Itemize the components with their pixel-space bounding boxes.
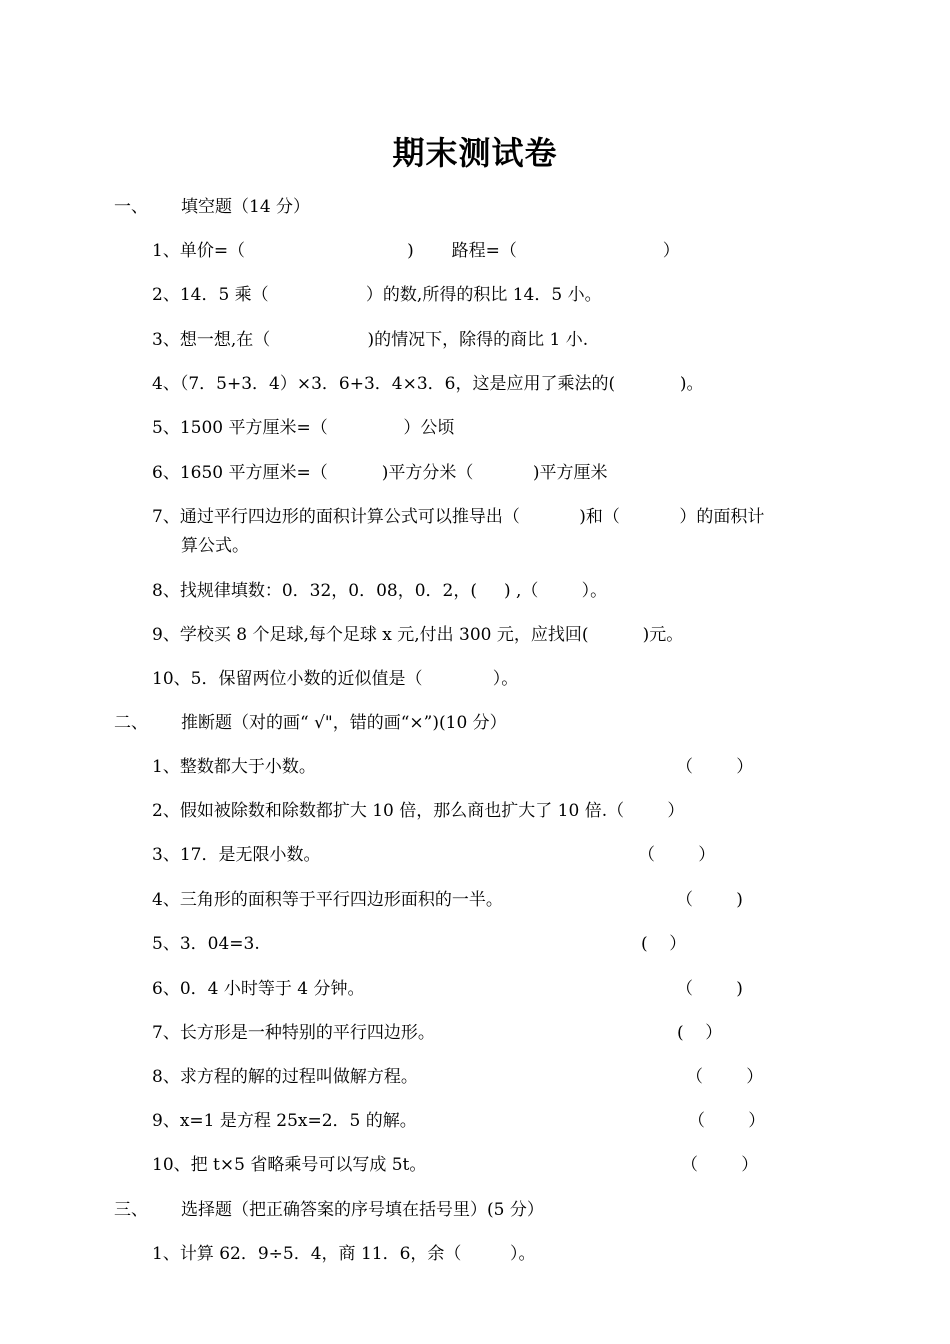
section-3-number: 三、 bbox=[114, 1200, 148, 1220]
fill-item-7-continuation: 算公式。 bbox=[181, 536, 249, 556]
judge-item-6: 6、0．4 小时等于 4 分钟。 bbox=[152, 979, 365, 999]
judge-answer-bracket-10: （ ） bbox=[681, 1155, 759, 1175]
judge-answer-bracket-4: （ ) bbox=[676, 890, 743, 910]
fill-item-3: 3、想一想,在（ )的情况下，除得的商比 1 小. bbox=[152, 330, 589, 350]
judge-answer-bracket-7: ( ） bbox=[677, 1023, 723, 1043]
judge-answer-bracket-9: （ ） bbox=[688, 1111, 766, 1131]
judge-answer-bracket-3: （ ） bbox=[638, 845, 716, 865]
fill-item-7: 7、通过平行四边形的面积计算公式可以推导出（ )和（ ）的面积计 bbox=[152, 507, 765, 527]
judge-item-4: 4、三角形的面积等于平行四边形面积的一半。 bbox=[152, 890, 503, 910]
judge-item-5: 5、3．04=3. bbox=[152, 934, 260, 954]
judge-answer-bracket-6: （ ) bbox=[676, 979, 743, 999]
judge-item-2: 2、假如被除数和除数都扩大 10 倍，那么商也扩大了 10 倍.（ ） bbox=[152, 801, 685, 821]
fill-item-8: 8、找规律填数：0．32，0．08，0．2，( ) ,（ ）。 bbox=[152, 581, 608, 601]
fill-item-4: 4、（7．5+3．4）×3．6+3．4×3．6，这是应用了乘法的( )。 bbox=[152, 374, 704, 394]
section-2-heading: 推断题（对的画“ √"，错的画“×”)(10 分） bbox=[181, 713, 507, 733]
fill-item-6: 6、1650 平方厘米=（ )平方分米（ )平方厘米 bbox=[152, 463, 608, 483]
judge-item-7: 7、长方形是一种特别的平行四边形。 bbox=[152, 1023, 435, 1043]
choice-item-1: 1、计算 62．9÷5．4，商 11．6，余（ ）。 bbox=[152, 1244, 536, 1264]
judge-item-1: 1、整数都大于小数。 bbox=[152, 757, 316, 777]
page-title: 期末测试卷 bbox=[392, 134, 558, 172]
section-3-heading: 选择题（把正确答案的序号填在括号里）(5 分） bbox=[181, 1200, 544, 1220]
section-1-number: 一、 bbox=[114, 197, 148, 217]
fill-item-1: 1、单价=（ ) 路程=（ ） bbox=[152, 241, 680, 261]
fill-item-10: 10、5．保留两位小数的近似值是（ ）。 bbox=[152, 669, 519, 689]
judge-answer-bracket-5: ( ） bbox=[641, 934, 687, 954]
section-2-number: 二、 bbox=[114, 713, 148, 733]
judge-item-9: 9、x=1 是方程 25x=2．5 的解。 bbox=[152, 1111, 417, 1131]
fill-item-5: 5、1500 平方厘米=（ ）公顷 bbox=[152, 418, 455, 438]
fill-item-9: 9、学校买 8 个足球,每个足球 x 元,付出 300 元，应找回( )元。 bbox=[152, 625, 684, 645]
section-1-heading: 填空题（14 分） bbox=[181, 197, 311, 217]
judge-answer-bracket-8: （ ） bbox=[686, 1067, 764, 1087]
judge-item-3: 3、17．是无限小数。 bbox=[152, 845, 321, 865]
judge-item-10: 10、把 t×5 省略乘号可以写成 5t。 bbox=[152, 1155, 427, 1175]
judge-item-8: 8、求方程的解的过程叫做解方程。 bbox=[152, 1067, 418, 1087]
judge-answer-bracket-1: （ ） bbox=[676, 757, 754, 777]
fill-item-2: 2、14．5 乘（ ）的数,所得的积比 14．5 小。 bbox=[152, 285, 602, 305]
